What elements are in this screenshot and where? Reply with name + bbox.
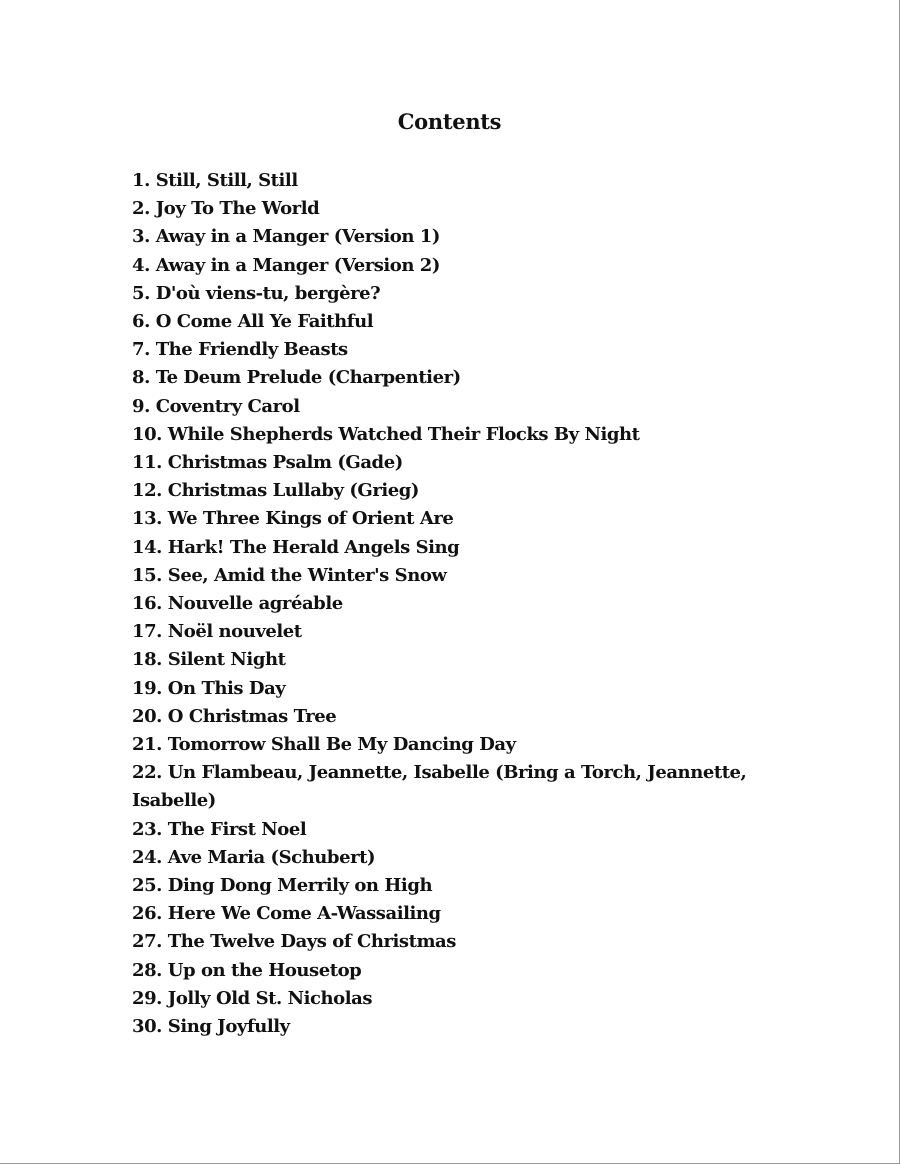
toc-item: 8. Te Deum Prelude (Charpentier) bbox=[132, 367, 461, 389]
toc-item: 9. Coventry Carol bbox=[132, 395, 300, 417]
toc-item: 29. Jolly Old St. Nicholas bbox=[132, 987, 373, 1009]
toc-item: 17. Noël nouvelet bbox=[132, 621, 302, 643]
toc-item: 12. Christmas Lullaby (Grieg) bbox=[132, 480, 419, 502]
toc-item: 15. See, Amid the Winter's Snow bbox=[132, 564, 447, 586]
toc-item: 24. Ave Maria (Schubert) bbox=[132, 846, 376, 868]
toc-item: 3. Away in a Manger (Version 1) bbox=[132, 226, 440, 248]
toc-item: 23. The First Noel bbox=[132, 818, 307, 840]
toc-item: 21. Tomorrow Shall Be My Dancing Day bbox=[132, 734, 516, 756]
toc-item: 7. The Friendly Beasts bbox=[132, 339, 348, 361]
page-title: Contents bbox=[397, 109, 502, 134]
toc-item: 22. Un Flambeau, Jeannette, Isabelle (Bring a Torch, Jeannette, Isabelle) bbox=[132, 762, 747, 812]
toc-item: 2. Joy To The World bbox=[132, 198, 320, 220]
toc-item: 6. O Come All Ye Faithful bbox=[132, 311, 374, 333]
toc-item: 11. Christmas Psalm (Gade) bbox=[132, 452, 403, 474]
toc-item: 10. While Shepherds Watched Their Flocks By Night bbox=[132, 423, 640, 445]
toc-item: 19. On This Day bbox=[132, 677, 286, 699]
table-of-contents bbox=[132, 167, 772, 1041]
toc-item: 20. O Christmas Tree bbox=[132, 705, 337, 727]
toc-item: 5. D'où viens-tu, bergère? bbox=[132, 282, 381, 304]
toc-item: 14. Hark! The Herald Angels Sing bbox=[132, 536, 460, 558]
toc-item: 13. We Three Kings of Orient Are bbox=[132, 508, 454, 530]
toc-item: 18. Silent Night bbox=[132, 649, 286, 671]
toc-item: 16. Nouvelle agréable bbox=[132, 593, 343, 615]
toc-item: 26. Here We Come A-Wassailing bbox=[132, 903, 441, 925]
toc-item: 27. The Twelve Days of Christmas bbox=[132, 931, 456, 953]
toc-item: 25. Ding Dong Merrily on High bbox=[132, 875, 433, 897]
toc-item: 30. Sing Joyfully bbox=[132, 1016, 290, 1038]
toc-item: 28. Up on the Housetop bbox=[132, 959, 362, 981]
toc-item: 1. Still, Still, Still bbox=[132, 170, 298, 191]
toc-item: 4. Away in a Manger (Version 2) bbox=[132, 254, 440, 276]
